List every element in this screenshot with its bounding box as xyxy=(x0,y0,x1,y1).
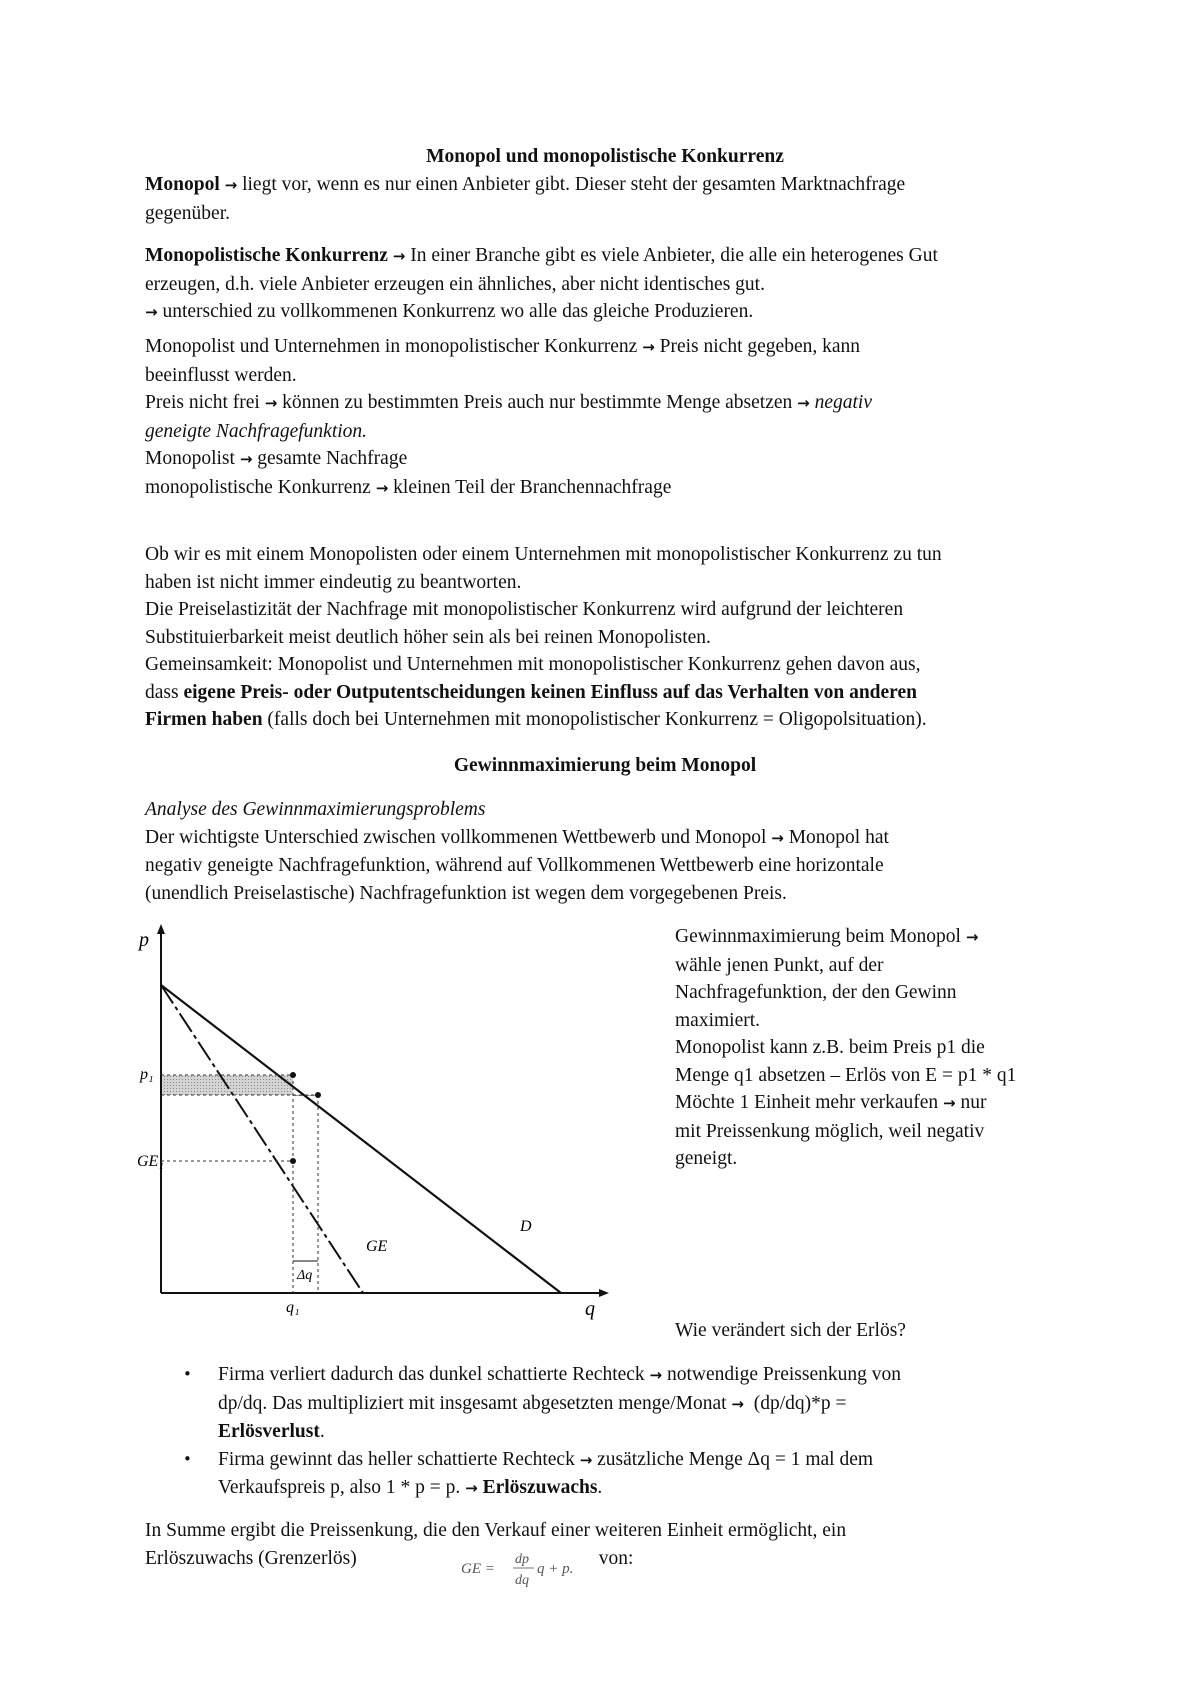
side-line-6: Menge q1 absetzen – Erlös von E = p1 * q1 xyxy=(675,1064,1017,1086)
term-monopolistische-konkurrenz: Monopolistische Konkurrenz xyxy=(145,245,388,266)
y-axis-label: p xyxy=(139,929,149,951)
paragraph-summe xyxy=(145,1517,1065,1572)
summe-text-2b: von: xyxy=(598,1547,634,1569)
bullet2-line-2 xyxy=(218,1474,1065,1503)
preis-text-1b: Preis nicht gegeben, kann xyxy=(659,336,861,357)
monkonk-line-1 xyxy=(145,242,1065,271)
monopoly-revenue-figure xyxy=(137,920,617,1320)
monopol-line-1 xyxy=(145,171,1065,200)
preis-text-4: geneigte Nachfragefunktion. xyxy=(145,420,368,442)
arrow-icon: → xyxy=(965,928,979,946)
side-line-3: Nachfragefunktion, der den Gewinn xyxy=(675,982,957,1003)
analyse-line-2: negativ geneigte Nachfragefunktion, während auf Vollkommenen Wettbewerb eine horizontale xyxy=(145,855,884,876)
monopol-line-2: gegenüber. xyxy=(145,202,231,224)
preis-line-3 xyxy=(145,389,1065,418)
arrow-icon: → xyxy=(392,247,406,265)
x-axis-arrow-icon xyxy=(599,1289,609,1297)
ob-line-3: Die Preiselastizität der Nachfrage mit monopolistischer Konkurrenz wird aufgrund der leichteren xyxy=(145,599,904,620)
arrow-icon: → xyxy=(264,394,278,412)
arrow-icon: → xyxy=(642,338,655,356)
arrow-icon: → xyxy=(145,303,158,321)
side-line-7 xyxy=(675,1089,1075,1118)
preis-line-4 xyxy=(145,418,1065,446)
bullet1-text-2b: (dp/dq)*p = xyxy=(753,1392,847,1414)
summe-line-2 xyxy=(145,1545,1065,1573)
preis-text-3a: Preis nicht frei xyxy=(145,392,260,413)
ge1-label: GE₁ xyxy=(137,1153,164,1170)
preis-text-5b: gesamte Nachfrage xyxy=(257,448,408,469)
ob-line-2: haben ist nicht immer eindeutig zu beantworten. xyxy=(145,571,522,593)
paragraph-monopolistische-konkurrenz xyxy=(145,242,1065,327)
preis-line-6 xyxy=(145,474,1065,503)
side-text-1: Gewinnmaximierung beim Monopol xyxy=(675,926,961,947)
ob-line-5: Gemeinsamkeit: Monopolist und Unternehmen mit monopolistischer Konkurrenz gehen davon aus, xyxy=(145,654,921,675)
bullet1-line-1 xyxy=(218,1361,1065,1390)
bullet-icon: • xyxy=(183,1365,192,1383)
analyse-text-1b: Monopol hat xyxy=(788,826,889,848)
paragraph-ob xyxy=(145,541,1065,734)
ob-line-1: Ob wir es mit einem Monopolisten oder einem Unternehmen mit monopolistischer Konkurrenz zu tun xyxy=(145,544,942,565)
preis-line-2: beeinflusst werden. xyxy=(145,364,297,386)
ge-curve-label: GE xyxy=(366,1238,388,1255)
analyse-line-3: (unendlich Preiselastische) Nachfragefunktion ist wegen dem vorgegebenen Preis. xyxy=(145,882,787,904)
q1-label: q₁ xyxy=(286,1299,300,1316)
bullet1-text-1b: notwendige Preissenkung von xyxy=(667,1364,901,1385)
arrow-icon: → xyxy=(239,450,253,468)
bullet-icon: • xyxy=(183,1449,192,1468)
preis-line-5 xyxy=(145,445,1065,474)
analyse-text-1a: Der wichtigste Unterschied zwischen vollkommenen Wettbewerb und Monopol xyxy=(145,826,767,848)
bullet1-text-3: Erlösverlust xyxy=(218,1421,320,1442)
ob-line-7 xyxy=(145,706,1065,734)
list-item xyxy=(145,1361,1065,1446)
analyse-heading xyxy=(145,796,1065,824)
monkonk-text-3: unterschied zu vollkommenen Konkurrenz wo alle das gleiche Produzieren. xyxy=(162,301,754,322)
paragraph-preis xyxy=(145,333,1065,502)
document-title: Monopol und monopolistische Konkurrenz xyxy=(426,146,784,167)
dq-label: Δq xyxy=(297,1268,313,1283)
monkonk-text-1: In einer Branche gibt es viele Anbieter, die alle ein heterogenes Gut xyxy=(410,245,938,266)
preis-line-1 xyxy=(145,333,1065,362)
monkonk-line-2: erzeugen, d.h. viele Anbieter erzeugen ein ähnliches, aber nicht identisches gut. xyxy=(145,273,765,295)
side-line-1 xyxy=(675,923,1075,952)
ob-text-6b: eigene Preis- oder Outputentscheidungen keinen Einfluss auf das Verhalten von anderen xyxy=(183,681,917,703)
arrow-icon: → xyxy=(224,176,238,194)
ob-text-6a: dass xyxy=(145,681,179,703)
arrow-icon: → xyxy=(797,394,810,412)
bullet2-text-1b: zusätzliche Menge Δq = 1 mal dem xyxy=(597,1448,874,1470)
bullet1-line-2 xyxy=(218,1390,1065,1419)
arrow-icon: → xyxy=(943,1094,956,1112)
bullet2-period: . xyxy=(597,1477,603,1498)
arrow-icon: → xyxy=(375,478,389,497)
y-axis-arrow-icon xyxy=(157,924,165,934)
formula-rhs: q + p. xyxy=(537,1561,574,1577)
formula-numerator: dp xyxy=(515,1552,529,1567)
side-line-9: geneigt. xyxy=(675,1148,738,1169)
bullet1-period: . xyxy=(319,1421,325,1442)
side-text-7: Möchte 1 Einheit mehr verkaufen xyxy=(675,1092,939,1113)
point-p1-q1 xyxy=(290,1072,296,1078)
bullet2-text-2b: Erlöszuwachs xyxy=(482,1477,598,1498)
preis-text-3c: negativ xyxy=(814,392,872,413)
term-monopol: Monopol xyxy=(145,174,220,195)
bullet1-line-3 xyxy=(218,1418,1065,1446)
ob-text-7b: (falls doch bei Unternehmen mit monopolistischer Konkurrenz = Oligopolsituation). xyxy=(267,709,927,730)
formula-lhs: GE = xyxy=(461,1561,495,1577)
arrow-icon: → xyxy=(465,1479,478,1497)
side-line-4: maximiert. xyxy=(675,1009,761,1031)
p1-label: p₁ xyxy=(140,1066,154,1083)
ob-line-6 xyxy=(145,679,1065,707)
preis-text-5a: Monopolist xyxy=(145,448,235,469)
bullet2-text-2a: Verkaufspreis p, also 1 * p = p. xyxy=(218,1477,461,1498)
point-p2-q2 xyxy=(315,1092,321,1098)
preis-text-6a: monopolistische Konkurrenz xyxy=(145,476,371,498)
marginal-revenue-formula xyxy=(457,1544,597,1594)
bullet1-text-1a: Firma verliert dadurch das dunkel schattierte Rechteck xyxy=(218,1364,645,1385)
d-curve-label: D xyxy=(520,1218,532,1235)
side-line-8: mit Preissenkung möglich, weil negativ xyxy=(675,1120,985,1142)
side-question: Wie verändert sich der Erlös? xyxy=(675,1320,906,1341)
analyse-heading-text: Analyse des Gewinnmaximierungsproblems xyxy=(145,799,486,820)
formula-denominator: dq xyxy=(515,1573,529,1588)
paragraph-monopol xyxy=(145,171,1065,227)
preis-text-6b: kleinen Teil der Branchennachfrage xyxy=(393,476,672,498)
ob-text-7a: Firmen haben xyxy=(145,709,263,730)
monkonk-line-3 xyxy=(145,298,1065,327)
side-line-2: wähle jenen Punkt, auf der xyxy=(675,954,884,976)
bullet1-text-2a: dp/dq. Das multipliziert mit insgesamt abgesetzten menge/Monat xyxy=(218,1392,727,1414)
preis-text-3b: können zu bestimmten Preis auch nur bestimmte Menge absetzen xyxy=(282,392,793,413)
bullet-list xyxy=(145,1361,1065,1503)
summe-text-2a: Erlöszuwachs (Grenzerlös) xyxy=(145,1547,357,1569)
section-heading-gewinnmaximierung: Gewinnmaximierung beim Monopol xyxy=(453,755,757,776)
side-explanation xyxy=(675,923,1075,1173)
marginal-revenue-curve-ge xyxy=(161,985,363,1293)
paragraph-analyse xyxy=(145,796,1065,907)
arrow-icon: → xyxy=(649,1366,663,1384)
side-line-5: Monopolist kann z.B. beim Preis p1 die xyxy=(675,1037,985,1058)
point-ge1-q1 xyxy=(290,1158,296,1164)
list-item xyxy=(145,1446,1065,1503)
arrow-icon: → xyxy=(731,1394,744,1413)
analyse-line-1 xyxy=(145,824,1065,853)
bullet2-text-1a: Firma gewinnt das heller schattierte Rechteck xyxy=(218,1448,575,1470)
monopol-text-1: liegt vor, wenn es nur einen Anbieter gibt. Dieser steht der gesamten Marktnachfrage xyxy=(242,174,906,195)
summe-line-1: In Summe ergibt die Preissenkung, die den Verkauf einer weiteren Einheit ermöglicht, ein xyxy=(145,1520,847,1541)
bullet2-line-1 xyxy=(218,1446,1065,1475)
demand-curve-d xyxy=(161,985,561,1293)
side-text-7b: nur xyxy=(960,1092,987,1113)
preis-text-1a: Monopolist und Unternehmen in monopolistischer Konkurrenz xyxy=(145,336,638,357)
arrow-icon: → xyxy=(579,1450,593,1469)
ob-line-4: Substituierbarkeit meist deutlich höher sein als bei reinen Monopolisten. xyxy=(145,626,711,648)
arrow-icon: → xyxy=(771,828,784,847)
x-axis-label: q xyxy=(585,1298,595,1320)
